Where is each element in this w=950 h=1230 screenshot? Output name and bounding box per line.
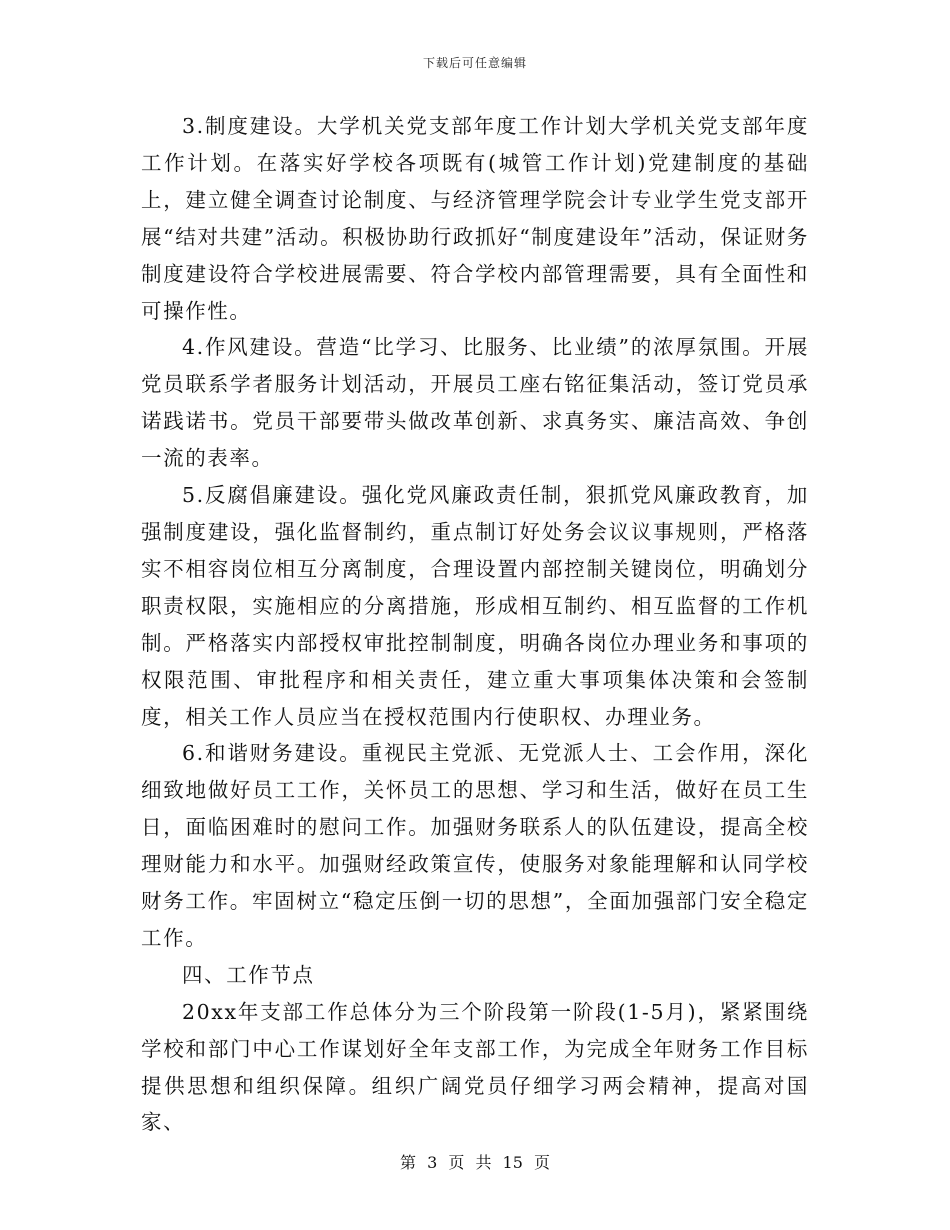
document-body (141, 108, 809, 1141)
paragraph-harmonious-finance: 6.和谐财务建设。重视民主党派、无党派人士、工会作用，深化细致地做好员工工作，关怀员工的思想、学习和生活，做好在员工生日，面临困难时的慰问工作。加强财务联系人的队伍建设，提高全校理财能力和水平。加强财经政策宣传，使服务对象能理解和认同学校财务工作。牢固树立“稳定压倒一切的思想”，全面加强部门安全稳定工作。 (141, 741, 809, 950)
paragraph-work-stages: 20xx年支部工作总体分为三个阶段第一阶段(1-5月)，紧紧围绕学校和部门中心工作谋划好全年支部工作，为完成全年财务工作目标提供思想和组织保障。组织广阔党员仔细学习两会精神，提高对国家、 (141, 999, 809, 1135)
paragraph-style-building: 4.作风建设。营造“比学习、比服务、比业绩”的浓厚氛围。开展党员联系学者服务计划活动，开展员工座右铭征集活动，签订党员承诺践诺书。党员干部要带头做改革创新、求真务实、廉洁高效、争创一流的表率。 (141, 335, 809, 471)
section-heading-work-nodes: 四、工作节点 (182, 962, 315, 987)
page-number: 第 3 页 共 15 页 (400, 1153, 550, 1172)
paragraph-anti-corruption: 5.反腐倡廉建设。强化党风廉政责任制，狠抓党风廉政教育，加强制度建设，强化监督制约，重点制订好处务会议议事规则，严格落实不相容岗位相互分离制度，合理设置内部控制关键岗位，明确划分职责权限，实施相应的分离措施，形成相互制约、相互监督的工作机制。严格落实内部授权审批控制制度，明确各岗位办理业务和事项的权限范围、审批程序和相关责任，建立重大事项集体决策和会签制度，相关工作人员应当在授权范围内行使职权、办理业务。 (141, 483, 809, 729)
page-header: 下载后可任意编辑 (422, 56, 527, 70)
paragraph-system-building: 3.制度建设。大学机关党支部年度工作计划大学机关党支部年度工作计划。在落实好学校各项既有(城管工作计划)党建制度的基础上，建立健全调查讨论制度、与经济管理学院会计专业学生党支部开展“结对共建”活动。积极协助行政抓好“制度建设年”活动，保证财务制度建设符合学校进展需要、符合学校内部管理需要，具有全面性和可操作性。 (141, 114, 809, 323)
